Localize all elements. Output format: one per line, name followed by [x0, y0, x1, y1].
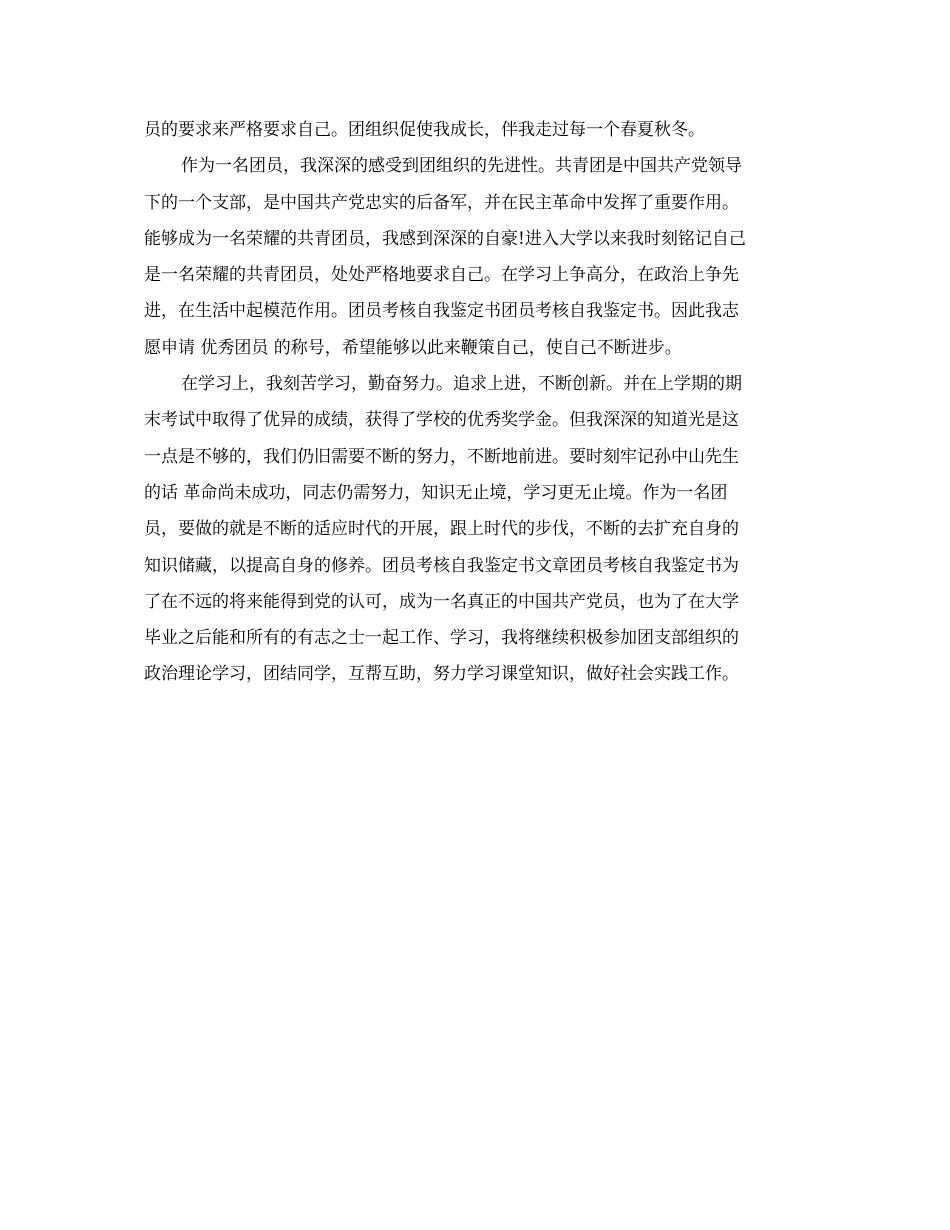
- paragraph-start-line: 作为一名团员，我深深的感受到团组织的先进性。共青团是中国共产党领导: [181, 156, 742, 177]
- text-line: 员的要求来严格要求自己。团组织促使我成长，伴我走过每一个春夏秋冬。: [144, 120, 705, 140]
- paragraph-start-line: 在学习上，我刻苦学习，勤奋努力。追求上进，不断创新。并在上学期的期: [181, 374, 742, 395]
- text-line: 政治理论学习，团结同学，互帮互助，努力学习课堂知识，做好社会实践工作。: [144, 664, 739, 685]
- text-line: 末考试中取得了优异的成绩，获得了学校的优秀奖学金。但我深深的知道光是这: [144, 410, 739, 431]
- text-line: 一点是不够的，我们仍旧需要不断的努力，不断地前进。要时刻牢记孙中山先生: [144, 446, 739, 467]
- text-line: 能够成为一名荣耀的共青团员，我感到深深的自豪!进入大学以来我时刻铭记自己: [144, 228, 746, 249]
- text-line: 进，在生活中起模范作用。团员考核自我鉴定书团员考核自我鉴定书。因此我志: [144, 301, 739, 322]
- text-line: 了在不远的将来能得到党的认可，成为一名真正的中国共产党员，也为了在大学: [144, 591, 739, 612]
- text-line: 员，要做的就是不断的适应时代的开展，跟上时代的步伐，不断的去扩充自身的: [144, 519, 739, 540]
- document-body: [144, 112, 804, 693]
- text-line: 的话 革命尚未成功，同志仍需努力，知识无止境，学习更无止境。作为一名团: [144, 482, 728, 503]
- text-line: 下的一个支部，是中国共产党忠实的后备军，并在民主革命中发挥了重要作用。: [144, 192, 739, 213]
- text-line: 愿申请 优秀团员 的称号，希望能够以此来鞭策自己，使自己不断进步。: [144, 337, 682, 358]
- text-line: 毕业之后能和所有的有志之士一起工作、学习，我将继续积极参加团支部组织的: [144, 628, 739, 649]
- text-line: 是一名荣耀的共青团员，处处严格地要求自己。在学习上争高分，在政治上争先: [144, 265, 739, 286]
- text-line: 知识储藏，以提高自身的修养。团员考核自我鉴定书文章团员考核自我鉴定书为: [144, 555, 739, 576]
